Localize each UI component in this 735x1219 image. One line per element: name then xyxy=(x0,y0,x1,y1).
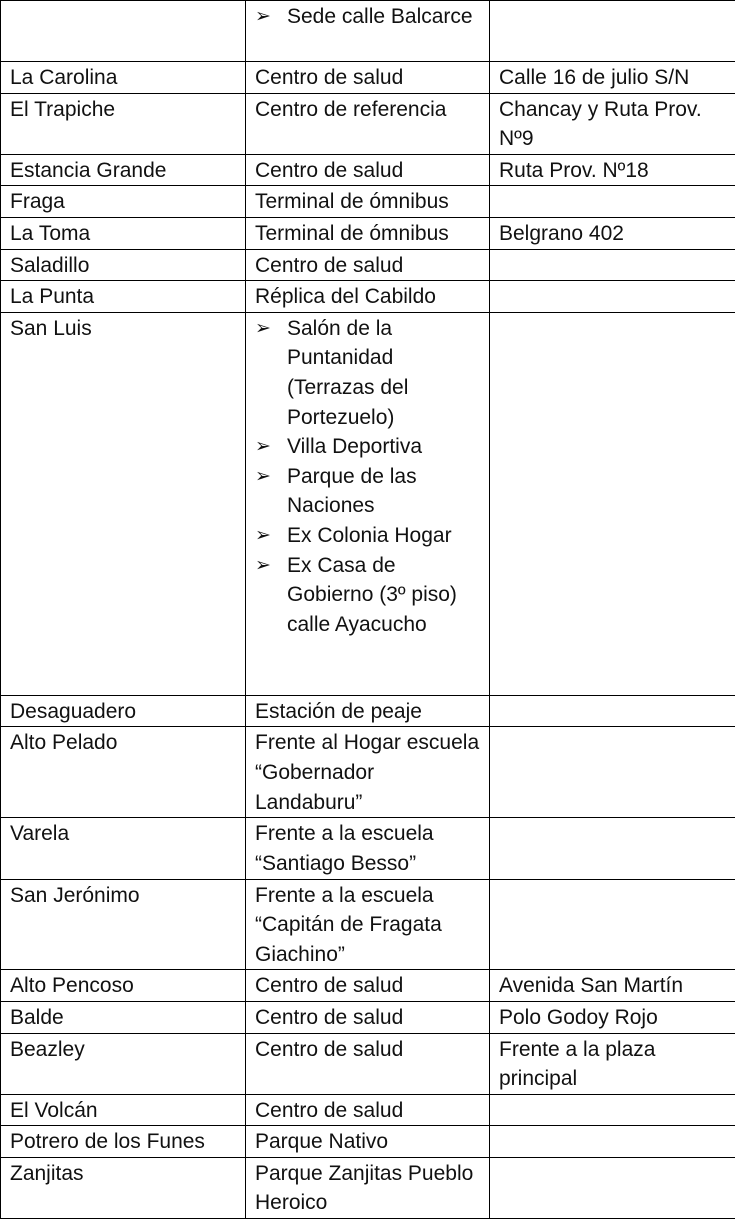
site-cell xyxy=(246,312,490,695)
address-cell xyxy=(490,186,735,218)
locality-cell: Saladillo xyxy=(1,249,246,281)
table-row xyxy=(1,249,735,281)
address-cell xyxy=(490,312,735,695)
table-row xyxy=(1,727,735,818)
arrowhead-bullet-icon: ➢ xyxy=(255,432,271,462)
address-cell xyxy=(490,1126,735,1158)
locality-cell: La Carolina xyxy=(1,62,246,94)
site-cell: Centro de salud xyxy=(246,1033,490,1094)
site-list-item xyxy=(255,314,480,432)
address-cell xyxy=(490,281,735,313)
address-cell xyxy=(490,1,735,62)
site-list-item-text: Ex Colonia Hogar xyxy=(287,524,452,547)
locality-cell xyxy=(1,1,246,62)
address-cell: Chancay y Ruta Prov. Nº9 xyxy=(490,93,735,154)
site-cell: Frente a la escuela “Santiago Besso” xyxy=(246,818,490,879)
site-cell: Frente a la escuela “Capitán de Fragata Giachino” xyxy=(246,879,490,970)
site-list-item-text: Parque de las Naciones xyxy=(287,465,417,518)
locality-cell: El Volcán xyxy=(1,1094,246,1126)
table-row xyxy=(1,186,735,218)
site-list-item xyxy=(255,462,480,521)
site-cell: Parque Nativo xyxy=(246,1126,490,1158)
locality-cell: San Jerónimo xyxy=(1,879,246,970)
site-cell: Estación de peaje xyxy=(246,695,490,727)
site-cell: Centro de salud xyxy=(246,1001,490,1033)
locality-cell: La Toma xyxy=(1,217,246,249)
address-cell: Ruta Prov. Nº18 xyxy=(490,154,735,186)
locality-cell: Beazley xyxy=(1,1033,246,1094)
table-row xyxy=(1,1126,735,1158)
site-cell: Centro de salud xyxy=(246,1094,490,1126)
site-cell: Parque Zanjitas Pueblo Heroico xyxy=(246,1157,490,1218)
table-row xyxy=(1,1157,735,1218)
site-cell xyxy=(246,1,490,62)
locality-cell: Potrero de los Funes xyxy=(1,1126,246,1158)
site-cell: Réplica del Cabildo xyxy=(246,281,490,313)
address-cell xyxy=(490,249,735,281)
site-cell: Centro de salud xyxy=(246,154,490,186)
table-row xyxy=(1,818,735,879)
arrowhead-bullet-icon: ➢ xyxy=(255,462,271,492)
address-cell: Belgrano 402 xyxy=(490,217,735,249)
table-row xyxy=(1,62,735,94)
locality-cell: Desaguadero xyxy=(1,695,246,727)
address-cell: Frente a la plaza principal xyxy=(490,1033,735,1094)
locality-cell: Estancia Grande xyxy=(1,154,246,186)
site-cell: Centro de salud xyxy=(246,970,490,1002)
address-cell xyxy=(490,879,735,970)
site-list-item xyxy=(255,551,480,640)
table-row xyxy=(1,312,735,695)
locations-table-body xyxy=(1,1,735,1219)
table-row xyxy=(1,1,735,62)
address-cell: Polo Godoy Rojo xyxy=(490,1001,735,1033)
locality-cell: San Luis xyxy=(1,312,246,695)
site-list-item-text: Ex Casa de Gobierno (3º piso) calle Ayacucho xyxy=(287,554,457,636)
site-cell: Terminal de ómnibus xyxy=(246,217,490,249)
table-row xyxy=(1,1033,735,1094)
site-list-item xyxy=(255,432,480,462)
site-list-item xyxy=(255,2,480,32)
site-cell: Centro de referencia xyxy=(246,93,490,154)
locality-cell: Alto Pelado xyxy=(1,727,246,818)
arrowhead-bullet-icon: ➢ xyxy=(255,551,271,581)
site-list-item-text: Sede calle Balcarce xyxy=(287,5,473,28)
table-row xyxy=(1,1094,735,1126)
arrowhead-bullet-icon: ➢ xyxy=(255,2,271,32)
site-cell: Terminal de ómnibus xyxy=(246,186,490,218)
address-cell xyxy=(490,695,735,727)
table-row xyxy=(1,217,735,249)
table-row xyxy=(1,879,735,970)
site-cell: Centro de salud xyxy=(246,249,490,281)
site-cell: Centro de salud xyxy=(246,62,490,94)
address-cell xyxy=(490,818,735,879)
locality-cell: Fraga xyxy=(1,186,246,218)
site-list-item-text: Villa Deportiva xyxy=(287,435,422,458)
site-cell: Frente al Hogar escuela “Gobernador Landaburu” xyxy=(246,727,490,818)
table-row xyxy=(1,154,735,186)
table-row xyxy=(1,1001,735,1033)
locality-cell: El Trapiche xyxy=(1,93,246,154)
address-cell: Avenida San Martín xyxy=(490,970,735,1002)
arrowhead-bullet-icon: ➢ xyxy=(255,521,271,551)
address-cell xyxy=(490,1157,735,1218)
table-row xyxy=(1,695,735,727)
address-cell: Calle 16 de julio S/N xyxy=(490,62,735,94)
locality-cell: Varela xyxy=(1,818,246,879)
arrowhead-bullet-icon: ➢ xyxy=(255,314,271,344)
site-list-item-text: Salón de la Puntanidad (Terrazas del Portezuelo) xyxy=(287,317,408,429)
site-list-item xyxy=(255,521,480,551)
locality-cell: La Punta xyxy=(1,281,246,313)
table-row xyxy=(1,281,735,313)
locality-cell: Alto Pencoso xyxy=(1,970,246,1002)
address-cell xyxy=(490,1094,735,1126)
locality-cell: Zanjitas xyxy=(1,1157,246,1218)
table-row xyxy=(1,93,735,154)
locality-cell: Balde xyxy=(1,1001,246,1033)
table-row xyxy=(1,970,735,1002)
address-cell xyxy=(490,727,735,818)
